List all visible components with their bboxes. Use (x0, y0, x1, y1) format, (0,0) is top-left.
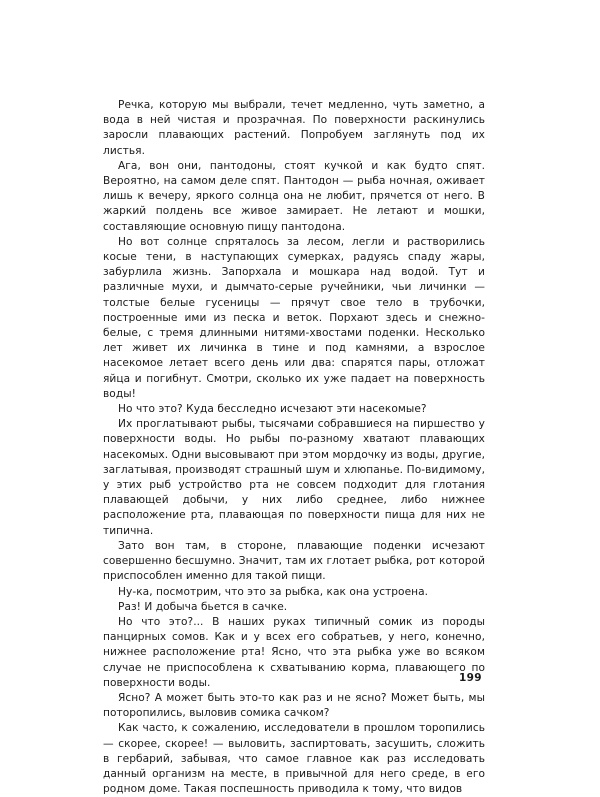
paragraph: Но что это? Куда бесследно исчезают эти насекомые? (118, 403, 427, 416)
paragraph: Ясно? А может быть это-то как раз и не ясно? Может быть, мы поторопились, выловив сомика сачком? (103, 691, 485, 720)
paragraph: Но вот солнце спряталось за лесом, легли и растворились косые тени, в наступающих сумерках, радуясь спаду жары, забурлила жизнь. Запорхала и мошкара над водой. Тут и различные мухи, и дымчато-серые ручейники, чьи личинки — толстые белые гусеницы — прячут свое тело в трубочки, построенные ими из песка и веток. Порхают здесь и снежно-белые, с тремя длинными нитями-хвостами поденки. Несколько лет живет их личинка в тине и под камнями, а взрослое насекомое летает всего день или два: спарятся пары, отложат яйца и погибнут. Смотри, сколько их уже падает на поверхность воды! (103, 235, 485, 400)
body-text (103, 98, 485, 797)
paragraph: Но что это?... В наших руках типичный сомик из породы панцирных сомов. Как и у всех его собратьев, у него, конечно, нижнее расположение рта! Ясно, что эта рыбка уже во всяком случае не приспособлена к схватыванию корма, плавающего по поверхности воды. (103, 615, 485, 689)
paragraph: Как часто, к сожалению, исследователи в прошлом торопились — скорее, скорее! — выловить, заспиртовать, засушить, сложить в гербарий, забывая, что самое главное как раз исследовать данный организм на месте, в привычной для него среде, в его родном доме. Такая поспешность приводила к тому, что видов (103, 722, 485, 796)
paragraph: Зато вон там, в стороне, плавающие поденки исчезают совершенно бесшумно. Значит, там их глотает рыбка, рот которой приспособлен именно для такой пищи. (103, 539, 485, 583)
paragraph: Раз! И добыча бьется в сачке. (118, 600, 288, 613)
paragraph: Их проглатывают рыбы, тысячами собравшиеся на пиршество у поверхности воды. Но рыбы по-разному хватают плавающих насекомых. Одни высовывают при этом мордочку из воды, другие, заглатывая, производят страшный шум и хлюпанье. По-видимому, у этих рыб устройство рта не совсем подходит для глотания плавающей добычи, у них либо среднее, либо нижнее расположение рта, плавающая по поверхности пища для них не типична. (103, 418, 485, 537)
paragraph: Речка, которую мы выбрали, течет медленно, чуть заметно, а вода в ней чистая и прозрачная. По поверхности раскинулись заросли плавающих растений. Попробуем заглянуть под их листья. (103, 99, 485, 157)
page-number: 199 (459, 672, 482, 684)
paragraph: Ну-ка, посмотрим, что это за рыбка, как она устроена. (118, 585, 429, 598)
paragraph: Ага, вон они, пантодоны, стоят кучкой и как будто спят. Вероятно, на самом деле спят. Пантодон — рыба ночная, оживает лишь к вечеру, яркого солнца она не любит, прячется от него. В жаркий полдень все живое замирает. Не летают и мошки, составляющие основную пищу пантодона. (103, 159, 485, 233)
